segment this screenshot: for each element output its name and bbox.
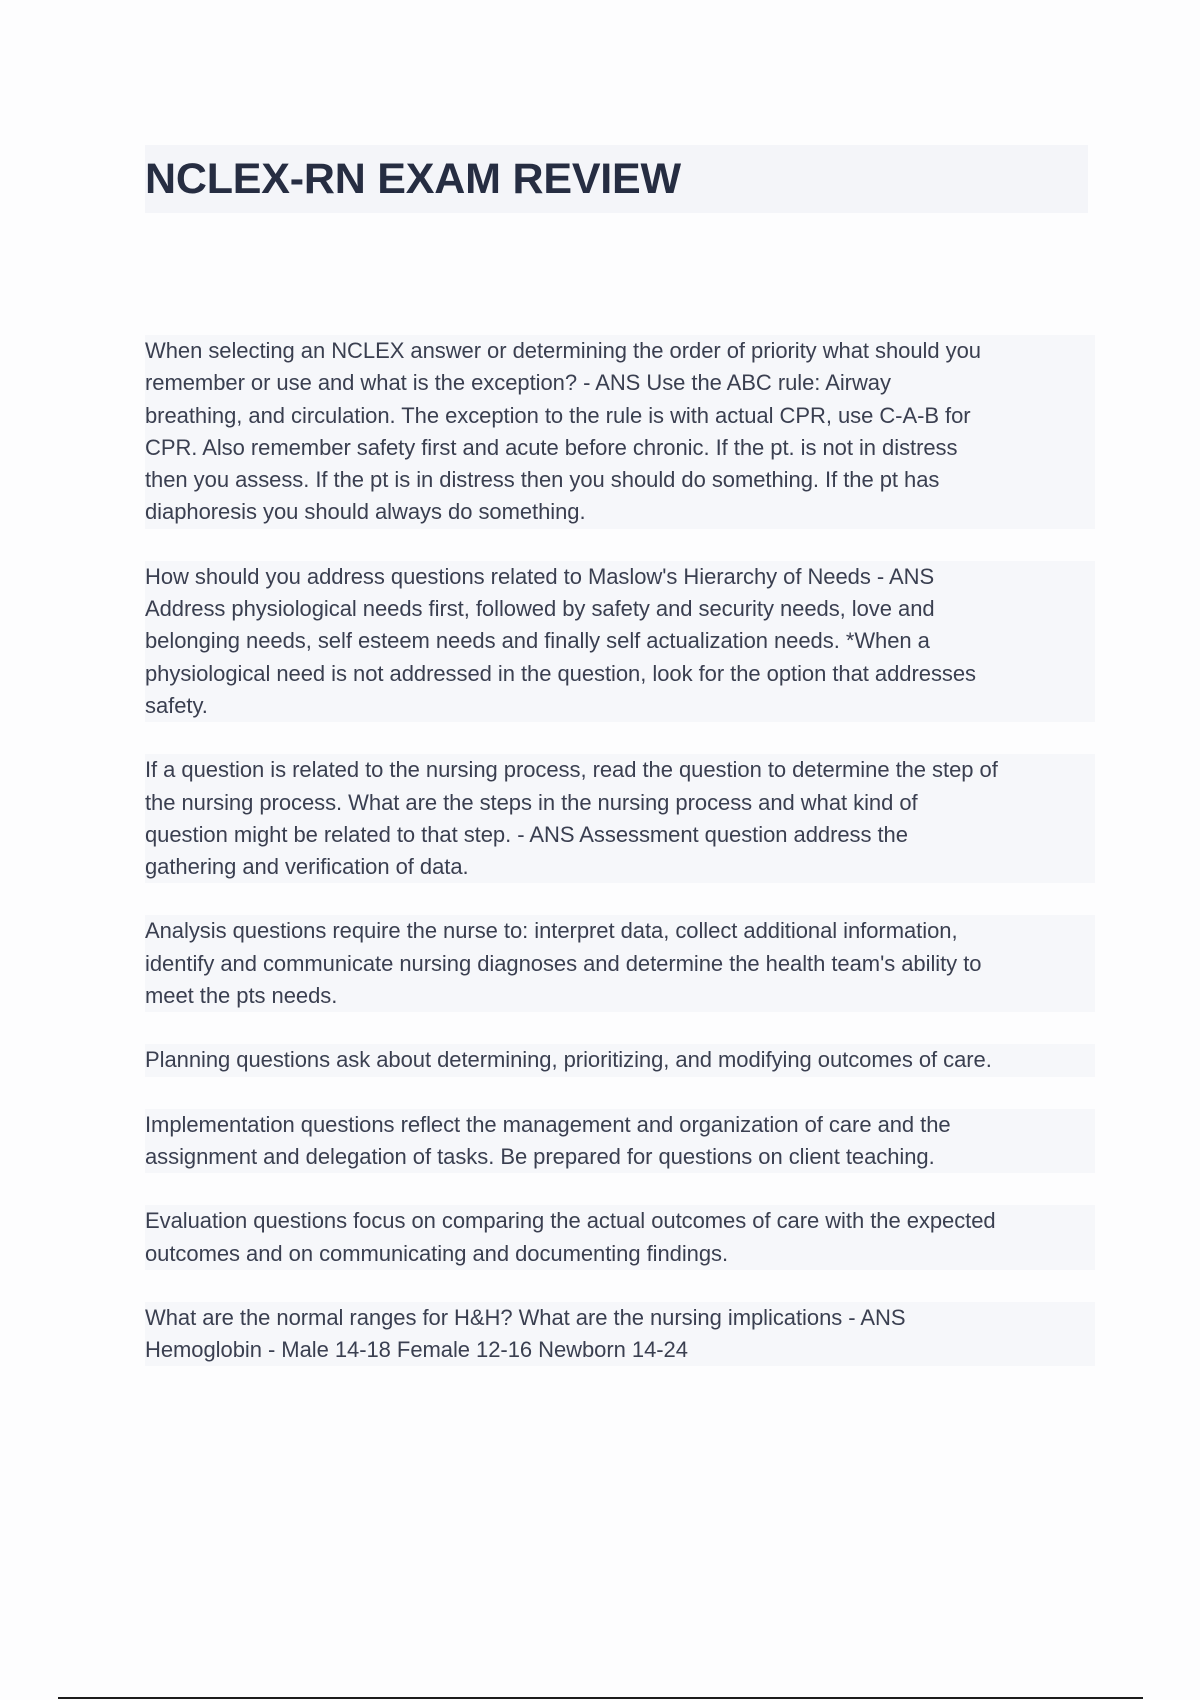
paragraph-line: Analysis questions require the nurse to: interpret data, collect additional information, [145,915,1095,947]
paragraph-line: Planning questions ask about determining, prioritizing, and modifying outcomes of care. [145,1044,1095,1076]
paragraph-line: What are the normal ranges for H&H? What are the nursing implications - ANS [145,1302,1095,1334]
paragraph-line: If a question is related to the nursing process, read the question to determine the step of [145,754,1095,786]
paragraph-line: remember or use and what is the exception? - ANS Use the ABC rule: Airway [145,367,1095,399]
paragraph-line: Evaluation questions focus on comparing the actual outcomes of care with the expected [145,1205,1095,1237]
paragraph-line: physiological need is not addressed in the question, look for the option that addresses [145,658,1095,690]
paragraph-line: When selecting an NCLEX answer or determining the order of priority what should you [145,335,1095,367]
paragraph-line: then you assess. If the pt is in distress then you should do something. If the pt has [145,464,1095,496]
paragraph-line: meet the pts needs. [145,980,1095,1012]
qa-paragraph [145,754,1095,883]
paragraph-line: breathing, and circulation. The exception to the rule is with actual CPR, use C-A-B for [145,400,1095,432]
qa-paragraph [145,335,1095,529]
document-body [145,335,1095,1398]
qa-paragraph [145,1302,1095,1367]
paragraph-line: CPR. Also remember safety first and acute before chronic. If the pt. is not in distress [145,432,1095,464]
qa-paragraph [145,1109,1095,1174]
paragraph-line: belonging needs, self esteem needs and finally self actualization needs. *When a [145,625,1095,657]
paragraph-line: question might be related to that step. - ANS Assessment question address the [145,819,1095,851]
paragraph-line: Address physiological needs first, followed by safety and security needs, love and [145,593,1095,625]
paragraph-line: identify and communicate nursing diagnoses and determine the health team's ability to [145,948,1095,980]
paragraph-line: the nursing process. What are the steps in the nursing process and what kind of [145,787,1095,819]
paragraph-line: outcomes and on communicating and documenting findings. [145,1238,1095,1270]
footer-divider [58,1697,1143,1699]
qa-paragraph [145,1205,1095,1270]
paragraph-line: How should you address questions related to Maslow's Hierarchy of Needs - ANS [145,561,1095,593]
paragraph-line: assignment and delegation of tasks. Be prepared for questions on client teaching. [145,1141,1095,1173]
qa-paragraph [145,1044,1095,1076]
paragraph-line: diaphoresis you should always do something. [145,496,1095,528]
paragraph-line: gathering and verification of data. [145,851,1095,883]
title-block [145,145,1088,213]
paragraph-line: Implementation questions reflect the management and organization of care and the [145,1109,1095,1141]
qa-paragraph [145,915,1095,1012]
paragraph-line: Hemoglobin - Male 14-18 Female 12-16 Newborn 14-24 [145,1334,1095,1366]
qa-paragraph [145,561,1095,722]
paragraph-line: safety. [145,690,1095,722]
page-title: NCLEX-RN EXAM REVIEW [145,155,681,203]
